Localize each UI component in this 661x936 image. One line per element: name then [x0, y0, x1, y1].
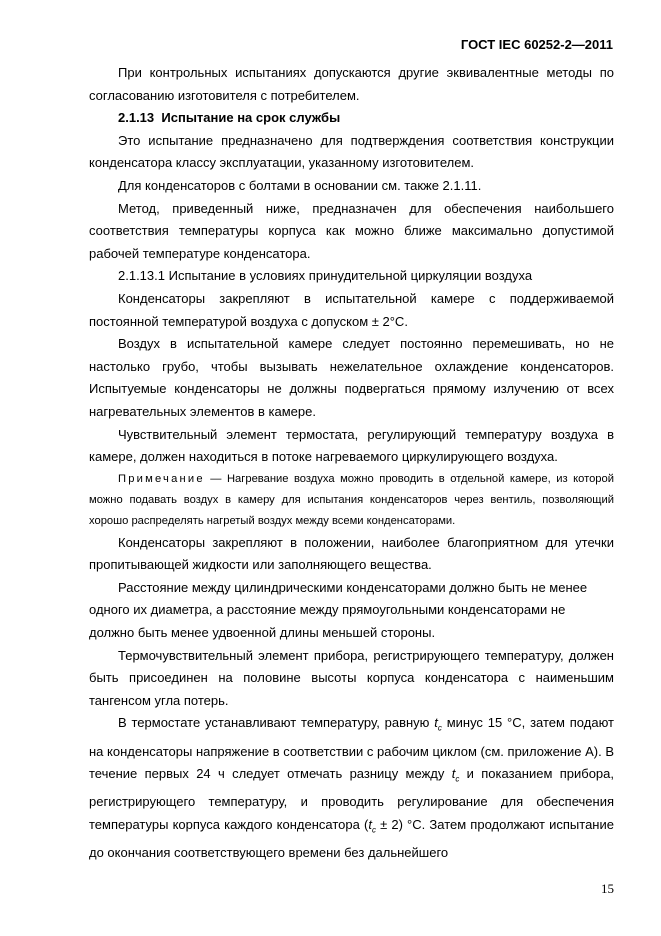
- paragraph-spacing: Расстояние между цилиндрическими конденсаторами должно быть не менее одного их диаметра, а расстояние между прямоугольными конденсаторами не должно быть менее удвоенной длины меньшей стороны.: [89, 579, 588, 641]
- paragraph-temperature-element: Термочувствительный элемент прибора, регистрирующего температуру, должен быть присоединен на половине высоты корпуса конденсатора с наименьшим тангенсом угла потерь.: [89, 647, 614, 708]
- note-label: Примечание: [118, 472, 205, 485]
- paragraph-procedure: [89, 712, 614, 864]
- standard-code-header: ГОСТ IEC 60252-2—2011: [460, 37, 613, 52]
- paragraph-mounting: Конденсаторы закрепляют в испытательной камере с поддерживаемой постоянной температурой воздуха с допуском ± 2°С.: [89, 290, 614, 329]
- paragraph-purpose: Это испытание предназначено для подтверждения соответствия конструкции конденсатора классу эксплуатации, указанному изготовителем.: [89, 132, 614, 171]
- paragraph-method: Метод, приведенный ниже, предназначен для обеспечения наибольшего соответствия температуры корпуса как можно ближе максимально допустимой рабочей температуре конденсатора.: [89, 200, 614, 261]
- paragraph-thermostat-sensor: Чувствительный элемент термостата, регулирующий температуру воздуха в камере, должен находиться в потоке нагреваемого циркулирующего воздуха.: [89, 426, 614, 465]
- procedure-text-1: В термостате устанавливают температуру, равную: [118, 715, 435, 731]
- note-text: — Нагревание воздуха можно проводить в отдельной камере, из которой можно подавать воздух в камеру для испытания конденсаторов через вентиль, позволяющий хорошо распределять нагретый воздух между всеми конденсаторами.: [89, 472, 614, 527]
- section-title: Испытание на срок службы: [161, 110, 341, 126]
- paragraph-air-mixing: Воздух в испытательной камере следует постоянно перемешивать, но не настолько грубо, чтобы вызывать нежелательное охлаждение конденсаторов. Испытуемые конденсаторы не должны подвергаться прямому излучению от всех нагревательных элементов в камере.: [89, 336, 614, 419]
- symbol-tc: $t_c$: [434, 715, 442, 734]
- paragraph-control-tests: При контрольных испытаниях допускаются другие эквивалентные методы по согласованию изготовителя с потребителем.: [89, 65, 614, 103]
- procedure-text-2: минус 15 °С, затем подают на конденсаторы напряжение в соответствии с рабочим циклом (см. приложение А). В течение первых 24 ч следует отмечать разницу между: [89, 715, 614, 782]
- paragraph-bolts: Для конденсаторов с болтами в основании см. также 2.1.11.: [118, 177, 482, 193]
- symbol-tc: $t_c$: [451, 766, 460, 784]
- symbol-tc: $t_c$: [368, 817, 376, 835]
- section-heading: [89, 107, 614, 130]
- paragraph-position: Конденсаторы закрепляют в положении, наиболее благоприятном для утечки пропитывающей жидкости или заполняющего вещества.: [89, 534, 614, 573]
- procedure-text-3: и показанием прибора, регистрирующего температуру, и проводить регулирование для обеспечения температуры корпуса каждого конденсатора (: [89, 766, 614, 832]
- page-number: 15: [601, 881, 614, 896]
- subsection-heading: 2.1.13.1 Испытание в условиях принудительной циркуляции воздуха: [118, 268, 533, 284]
- body-text: [89, 62, 614, 865]
- procedure-text-4: ± 2) °С. Затем продолжают испытание до окончания соответствующего времени без дальнейшего: [89, 817, 614, 861]
- note: [89, 469, 614, 532]
- section-number: 2.1.13: [118, 110, 155, 126]
